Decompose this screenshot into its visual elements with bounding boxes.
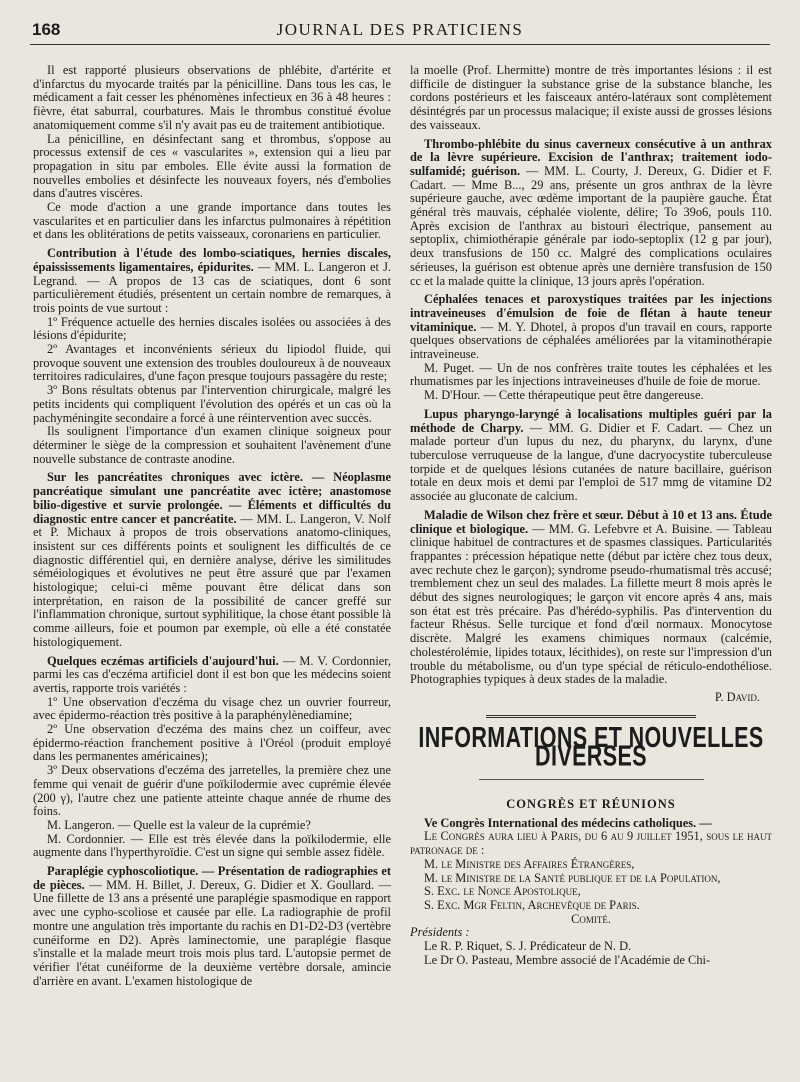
- article-title: Céphalées tenaces et paroxystiques traitées par les injections intraveineuses d'émulsion de foie de flétan à haute teneur vitaminique.: [410, 292, 772, 334]
- page-number: 168: [32, 20, 61, 39]
- list-item: M. le Ministre des Affaires Étrangères,: [424, 856, 635, 871]
- article-body: parmi les cas d'eczéma artificiel dont il est bon que les médecins soient avertis, rapporte trois variétés :: [33, 667, 391, 695]
- article-lupus: [410, 408, 772, 504]
- list-item: 2º Avantages et inconvénients sérieux du lipiodol fluide, qui provoque souvent une extension des troubles douloureux à de nouveaux territoires radiculaires, d'une façon presque toujours passagère du reste;: [33, 342, 391, 384]
- congress-title: Ve Congrès International des médecins catholiques. —: [424, 815, 712, 830]
- article-body: Une fillette de 13 ans a présenté une paraplégie spasmodique en rapport avec une cypho-scoliose et causée par elle. La radiographie de profil montre une angulation très importante du rachis en D1-D2-D3 (vertèbre cunéiforme en D2). Après laminectomie, une paraplégie flasque s'installe et la malade meurt trois mois plus tard. L'autopsie permet de vérifier l'état cunéiforme de la deuxième vertèbre dorsale, amincie d'arrière en avant. L'examen histologique de: [33, 891, 391, 988]
- article-title: Sur les pancréatites chroniques avec ictère. — Néoplasme pancréatique simulant une pancréatite avec ictère; anastomose bilio-digestive et survie prolongée. — Éléments et difficultés du diagnostic entre cancer et pancréatite.: [33, 470, 391, 526]
- article-authors: — MM. L. Langeron, V. Nolf et P. Michaux: [33, 511, 391, 540]
- page-header: [30, 18, 770, 45]
- list-item: Le Dr O. Pasteau, Membre associé de l'Académie de Chi-: [424, 952, 711, 967]
- right-column: [410, 64, 772, 967]
- list-item: S. Exc. le Nonce Apostolique,: [424, 884, 581, 899]
- presidents-list: [424, 940, 772, 967]
- article-body: Chez un malade porteur d'un lupus du nez, du pharynx, du larynx, d'une tuberculose verruqueuse de la langue, d'une dacryocystite tuberculeuse torpide et de quelques lésions cutanées de nature bacillaire, guérison totale en deux mois et demi par l'emploi de 517 mmg de vitamine D2 associée au gluconate de calcium.: [410, 420, 772, 504]
- article-authors: — MM. H. Billet, J. Dereux, G. Didier et X. Goullard. —: [84, 877, 391, 892]
- section-divider: [486, 715, 696, 718]
- article-title: Contribution à l'étude des lombo-sciatiques, hernies discales, épaississements ligamentaires, épidurites.: [33, 246, 391, 274]
- paragraph: Ce mode d'action a une grande importance dans toutes les vascularites et en particulier dans les infarctus pulmonaires à répétition et dans les oblitérations de petits vaisseaux, coronariens en particulier.: [33, 200, 391, 242]
- presidents-heading: Présidents :: [410, 925, 470, 940]
- article-pancreatites: [33, 471, 391, 649]
- paragraph: Il est rapporté plusieurs observations de phlébite, d'artérite et d'infarctus du myocarde traités par la pénicilline. Dans tous les cas, le médicament a fait cesser les phénomènes infectieux en 36 à 48 heures : fièvre, état saburral, courbatures. Mais le thrombus constitué évolue anatomiquement comme s'il n'y avait pas eu de traitement antibiotique.: [33, 63, 391, 132]
- paragraph: M. Puget. — Un de nos confrères traite toutes les céphalées et les rhumatismes par les injections intraveineuses d'huile de foie de morue.: [410, 360, 772, 389]
- congress-intro: Le Congrès aura lieu à Paris, du 6 au 9 juillet 1951, sous le haut patronage de :: [410, 829, 772, 858]
- paragraph: Ils soulignent l'importance d'un examen clinique soigneux pour déterminer le siège de la compression et souhaitent l'avènement d'une nouvelle substance de contraste anodine.: [33, 424, 391, 466]
- article-body: Tableau clinique habituel de contractures et de spasmes classiques. Particularités frappantes : précession hépatique nette (début par ictère chez tous deux, avec rechute chez le garçon); syndrome pseudo-rhumatismal très accusé; tremblement chez un seul des malades. La fillette meurt 8 mois après le début des signes neurologiques; le garçon vit encore après 4 ans, mais son état est très précaire. Pas d'hérédo-syphilis. Pas d'intervention du facteur Rhésus. Selle turcique et fond d'œil normaux. Monocytose discrète. Malgré les examens chimiques normaux (calcémie, cholestérolémie, lipides totaux, lécithides), on reste sur l'impression d'un trouble du métabolisme, ou d'un type spécial de réticulo-endothéliose. Photographies typiques à deux stades de la maladie.: [410, 521, 772, 687]
- article-title: Thrombo-phlébite du sinus caverneux consécutive à un anthrax de la lèvre supérieure. Excision de l'anthrax; traitement iodo-sulfamidé; guérison.: [410, 136, 772, 178]
- article-thrombo-phlebite: [410, 138, 772, 289]
- article-lombo-sciatiques: [33, 247, 391, 316]
- article-title: Lupus pharyngo-laryngé à localisations multiples guéri par la méthode de Charpy.: [410, 406, 772, 435]
- signature: P. David.: [714, 689, 760, 704]
- article-paraplegie: [33, 865, 391, 988]
- article-body: Mme B..., 29 ans, présente un gros anthrax de la lèvre supérieure gauche, avec œdème important de la paupière gauche. État général très mauvais, céphalée violente, délire; To 39o6, pouls 110. Après excision de l'anthrax au bistouri électrique, pansement au septoplix, chimiothérapie générale par iodo-septoplix (12 g par jour), deux transfusions de 150 cc. Malgré des complications oculaires sérieuses, la guérison est obtenue après une dernière transfusion de 150 cc et la malade quitte la clinique, 13 jours après l'opération.: [410, 177, 772, 288]
- article-authors: — MM. G. Lefebvre et A. Buisine. —: [528, 521, 733, 536]
- article-title: Maladie de Wilson chez frère et sœur. Début à 10 et 13 ans. Étude clinique et biologique.: [410, 507, 772, 536]
- journal-title: JOURNAL DES PRATICIENS: [276, 20, 524, 39]
- article-authors: — M. Y. Dhotel,: [476, 319, 572, 334]
- paragraph: M. Langeron. — Quelle est la valeur de la cuprémie?: [47, 817, 311, 832]
- article-wilson: [410, 509, 772, 687]
- paragraph: La pénicilline, en désinfectant sang et thrombus, s'oppose au processus extensif de ces « vascularites », extension qui a lieu par propagation in situ par emboles. Elle évite aussi la formation de nouvelles embolies et désinfecte les nouveaux foyers, nés d'embolies dans d'autres viscères.: [33, 131, 391, 201]
- list-item: 1º Une observation d'eczéma du visage chez un ouvrier fourreur, avec épidermo-réaction très positive à la paraphénylènediamine;: [33, 694, 391, 723]
- list-item: S. Exc. Mgr Feltin, Archevêque de Paris.: [424, 897, 640, 912]
- article-authors: — MM. L. Courty, J. Dereux, G. Didier et F. Cadart. —: [410, 163, 773, 192]
- article-title: Quelques eczémas artificiels d'aujourd'hui.: [47, 653, 279, 668]
- article-authors: — MM. G. Didier et F. Cadart. —: [523, 420, 728, 435]
- list-item: M. le Ministre de la Santé publique et de la Population,: [424, 870, 721, 885]
- article-authors: — MM. L. Langeron et J. Legrand. —: [33, 259, 391, 288]
- article-eczemas: [33, 655, 391, 696]
- list-item: 1º Fréquence actuelle des hernies discales isolées ou associées à des lésions d'épidurite;: [33, 314, 391, 343]
- patrons-list: [424, 858, 772, 913]
- list-item: 3º Deux observations d'eczéma des jarretelles, la première chez une femme qui venait de guérir d'une poïkilodermie avec cuprémie élevée (200 γ), l'autre chez une patiente atteinte chaque année de rhume des foins.: [33, 763, 391, 819]
- paragraph: M. Cordonnier. — Elle est très élevée dans la poïkilodermie, elle augmente dans l'hyperthyroïdie. C'est un signe qui semble assez fidèle.: [33, 831, 391, 860]
- article-cephalees: [410, 293, 772, 362]
- list-item: 3º Bons résultats obtenus par l'intervention chirurgicale, malgré les petits incidents qui compliquent l'évolution des opérés et un cas où la pachyméningite secondaire a forcé à une réintervention avec succès.: [33, 383, 391, 425]
- list-item: Le R. P. Riquet, S. J. Prédicateur de N. D.: [424, 939, 632, 954]
- section-heading: INFORMATIONS ET NOUVELLES DIVERSES: [418, 720, 764, 772]
- comite-heading: Comité.: [571, 911, 611, 926]
- section-divider: [479, 779, 704, 780]
- left-column: [33, 64, 391, 988]
- article-body: A propos de 13 cas de sciatiques, dont 6 sont particulièrement étudiés, présentent un certain nombre de remarques, à trois points de vue surtout :: [33, 273, 392, 315]
- paragraph: la moelle (Prof. Lhermitte) montre de très importantes lésions : il est difficile de distinguer la substance grise de la substance blanche, les cordons postérieurs et les faisceaux antéro-latéraux sont complètement désintégrés par un processus malacique; il existe aussi de grosses lésions des vaisseaux.: [410, 63, 772, 132]
- article-body: à propos de trois observations anatomo-cliniques, insistent sur ces différents points et soulignent les difficultés de ce diagnostic différentiel qui, en dernière analyse, dérive les similitudes séméiologiques et évolutives ne peut être assuré que par l'examen histologique; celui-ci même pouvant être délicat dans son interprétation, en raison de la possibilité de cancer greffé sur l'inflammation chronique, surtout syphilitique, la chose étant possible là comme ailleurs, foie et poumon par exemple, où elle a été constatée histologiquement.: [33, 525, 391, 649]
- sub-heading: CONGRÈS ET RÉUNIONS: [506, 797, 676, 812]
- paragraph: M. D'Hour. — Cette thérapeutique peut être dangereuse.: [424, 388, 704, 403]
- list-item: 2º Une observation d'eczéma des mains chez un coiffeur, avec épidermo-réaction franchement positive à l'Oréol (produit employé dans les permanentes américaines);: [33, 722, 391, 764]
- article-title: Paraplégie cyphoscoliotique. — Présentation de radiographies et de pièces.: [33, 864, 391, 892]
- article-authors: — M. V. Cordonnier,: [278, 653, 392, 668]
- article-body: à propos d'un travail en cours, rapporte quelques observations de céphalées améliorées par la vitaminothérapie intraveineuse.: [410, 319, 772, 362]
